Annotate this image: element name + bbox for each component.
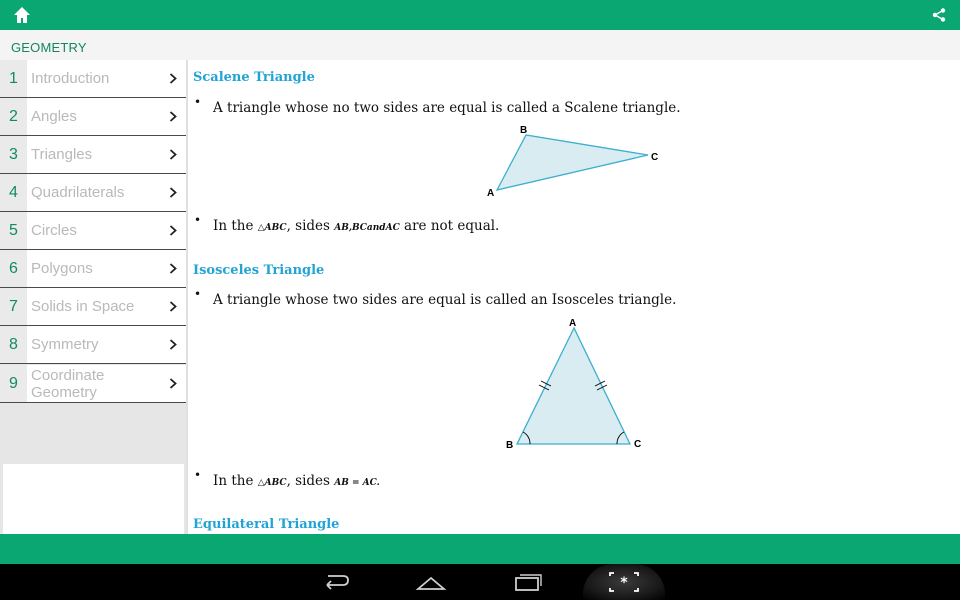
- bullet: •: [194, 287, 202, 301]
- item-label: Polygons: [31, 260, 93, 277]
- title-bar: [0, 30, 960, 60]
- svg-text:*: *: [620, 575, 628, 591]
- sidebar: [0, 60, 187, 534]
- item-number: 7: [0, 288, 27, 325]
- item-label: Triangles: [31, 146, 93, 163]
- sidebar-item-coordinate-geometry[interactable]: [0, 365, 187, 403]
- chevron-right-icon: [169, 225, 177, 236]
- vertex-label-b: B: [520, 125, 528, 136]
- item-number: 6: [0, 250, 27, 287]
- section-heading-scalene: Scalene Triangle: [193, 70, 315, 85]
- bullet: •: [194, 95, 202, 109]
- home-icon[interactable]: [12, 5, 32, 25]
- item-number: 1: [0, 60, 27, 97]
- math-triangle: △ABC: [257, 223, 287, 233]
- chevron-right-icon: [169, 378, 177, 389]
- vertex-label-a: A: [487, 188, 495, 199]
- item-label: Quadrilaterals: [31, 184, 125, 201]
- note-text: are not equal.: [404, 218, 500, 234]
- chevron-right-icon: [169, 73, 177, 84]
- sidebar-item-introduction[interactable]: [0, 60, 187, 98]
- math-equation: AB = AC.: [334, 478, 380, 488]
- sidebar-item-circles[interactable]: [0, 212, 187, 250]
- chevron-right-icon: [169, 263, 177, 274]
- item-number: 5: [0, 212, 27, 249]
- note-text: , sides: [286, 473, 330, 489]
- isosceles-definition: A triangle whose two sides are equal is called an Isosceles triangle.: [213, 292, 677, 308]
- item-label: Coordinate Geometry: [31, 366, 105, 401]
- vertex-label-b: B: [506, 440, 514, 451]
- sidebar-item-solids-in-space[interactable]: [0, 288, 187, 326]
- sidebar-item-angles[interactable]: [0, 98, 187, 136]
- recents-icon[interactable]: [503, 564, 553, 600]
- note-text: , sides: [286, 218, 330, 234]
- isosceles-note: [213, 473, 380, 489]
- page-title: GEOMETRY: [11, 40, 87, 55]
- vertex-label-c: C: [651, 152, 659, 163]
- sidebar-item-polygons[interactable]: [0, 250, 187, 288]
- item-number: 2: [0, 98, 27, 135]
- math-sides: AB,BCandAC: [334, 223, 400, 233]
- chevron-right-icon: [169, 187, 177, 198]
- section-heading-isosceles: Isosceles Triangle: [193, 263, 325, 278]
- chevron-right-icon: [169, 339, 177, 350]
- sidebar-item-symmetry[interactable]: [0, 326, 187, 364]
- share-icon[interactable]: [932, 8, 946, 22]
- bottom-bar: [0, 534, 960, 564]
- item-label: Symmetry: [31, 336, 99, 353]
- note-text: In the: [213, 218, 254, 234]
- item-number: 9: [0, 365, 27, 402]
- back-icon[interactable]: [310, 564, 360, 600]
- section-heading-equilateral: Equilateral Triangle: [193, 517, 340, 532]
- scalene-triangle-figure: [483, 122, 673, 200]
- scalene-definition: A triangle whose no two sides are equal is called a Scalene triangle.: [213, 100, 681, 116]
- bullet: •: [194, 213, 202, 227]
- screenshot-icon[interactable]: [599, 564, 649, 600]
- chevron-right-icon: [169, 301, 177, 312]
- isosceles-triangle-figure: [500, 315, 650, 453]
- app-bar: [0, 0, 960, 30]
- item-number: 3: [0, 136, 27, 173]
- math-triangle: △ABC: [257, 478, 287, 488]
- chevron-right-icon: [169, 111, 177, 122]
- content-pane[interactable]: [188, 60, 960, 534]
- scalene-note: [213, 218, 499, 234]
- sidebar-item-triangles[interactable]: [0, 136, 187, 174]
- item-label: Introduction: [31, 70, 110, 87]
- item-number: 4: [0, 174, 27, 211]
- sidebar-item-quadrilaterals[interactable]: [0, 174, 187, 212]
- note-text: In the: [213, 473, 254, 489]
- item-label: Circles: [31, 222, 77, 239]
- vertex-label-a: A: [569, 318, 577, 329]
- home-nav-icon[interactable]: [406, 564, 456, 600]
- vertex-label-c: C: [634, 439, 642, 450]
- chevron-right-icon: [169, 149, 177, 160]
- system-nav-bar: [0, 564, 960, 600]
- bullet: •: [194, 468, 202, 482]
- item-number: 8: [0, 326, 27, 363]
- item-label: Solids in Space: [31, 298, 135, 315]
- item-label: Angles: [31, 108, 77, 125]
